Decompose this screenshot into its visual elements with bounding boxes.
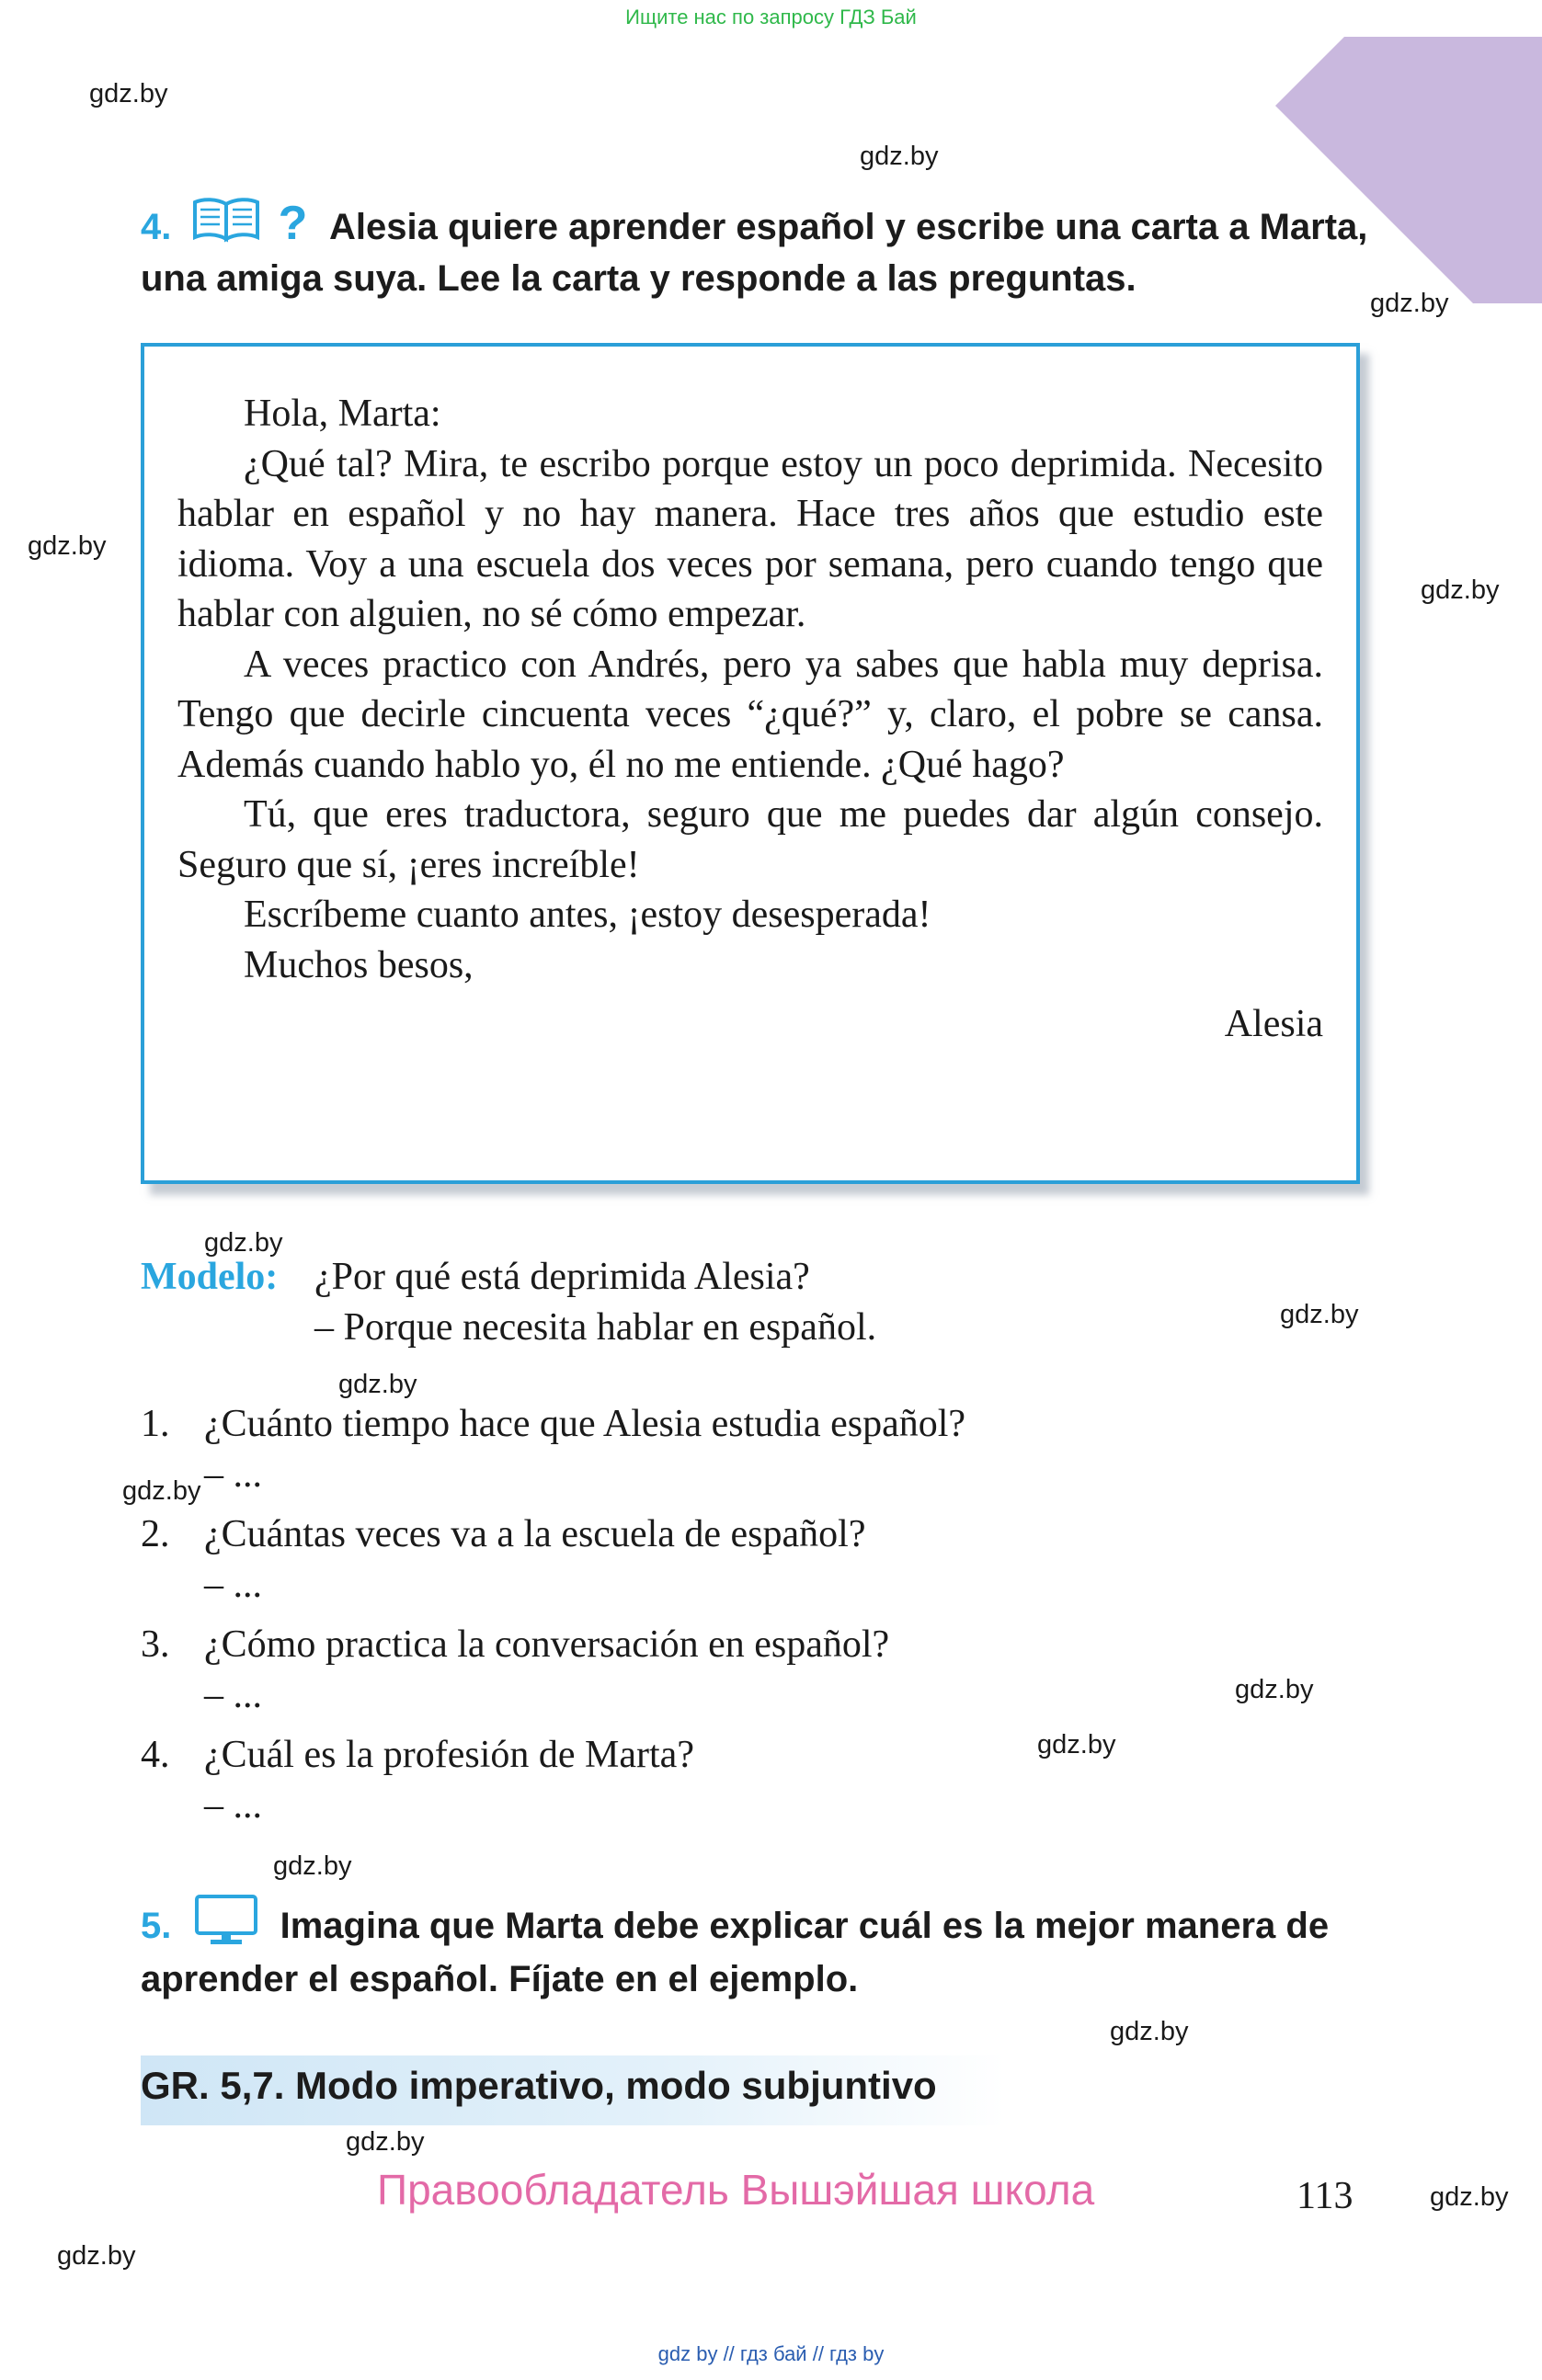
- task-number: 4.: [141, 207, 172, 247]
- watermark: gdz.by: [860, 142, 939, 171]
- letter-box: [141, 343, 1360, 1184]
- modelo-answer: – Porque necesita hablar en español.: [314, 1306, 877, 1349]
- book-icon: [190, 195, 262, 255]
- letter-greeting: Hola, Marta:: [244, 393, 441, 435]
- watermark: gdz.by: [1430, 2182, 1509, 2212]
- letter-paragraph: ¿Qué tal? Mira, te escribo porque estoy un poco deprimida. Necesito hablar en español y no hay manera. Hace tres años que estudio este idioma. Voy a una escuela dos veces por semana, pero cuando tengo que hablar con alguien, no sé cómo empezar.: [177, 442, 1323, 635]
- task-4-text: Alesia quiere aprender español y escribe una carta a Marta, una amiga suya. Lee la carta y responde a las preguntas.: [141, 207, 1368, 299]
- grammar-reference: GR. 5,7. Modo imperativo, modo subjuntivo: [141, 2064, 937, 2107]
- watermark: gdz.by: [89, 79, 168, 108]
- question-text: ¿Cuánto tiempo hace que Alesia estudia español?: [204, 1403, 966, 1445]
- task-4-instruction: [141, 195, 1373, 302]
- bottom-links[interactable]: gdz by // гдз бай // гдз by: [657, 2342, 885, 2365]
- watermark: gdz.by: [346, 2127, 425, 2157]
- watermark: gdz.by: [1370, 289, 1449, 318]
- question-number: 1.: [141, 1403, 170, 1445]
- watermark: gdz.by: [28, 531, 107, 561]
- question-text: ¿Cuántas veces va a la escuela de español?: [204, 1513, 866, 1555]
- modelo-label: Modelo:: [141, 1256, 279, 1298]
- question-number: 4.: [141, 1734, 170, 1776]
- answer-placeholder: – ...: [204, 1784, 262, 1827]
- answer-placeholder: – ...: [204, 1674, 262, 1716]
- question-item: [141, 1733, 694, 1777]
- question-text: ¿Cuál es la profesión de Marta?: [204, 1734, 694, 1776]
- watermark: gdz.by: [1110, 2017, 1189, 2046]
- watermark: gdz.by: [1421, 575, 1500, 605]
- computer-monitor-icon: [194, 1894, 258, 1956]
- watermark: gdz.by: [204, 1228, 283, 1258]
- task-5-text: Imagina que Marta debe explicar cuál es la mejor manera de aprender el español. Fíjate en el ejemplo.: [141, 1906, 1330, 1999]
- task-number: 5.: [141, 1906, 172, 1946]
- watermark: gdz.by: [338, 1370, 417, 1399]
- question-item: [141, 1512, 865, 1556]
- letter-paragraph: Tú, que eres traductora, seguro que me puedes dar algún consejo. Seguro que sí, ¡eres increíble!: [177, 793, 1323, 886]
- answer-placeholder: – ...: [204, 1564, 262, 1606]
- question-item: [141, 1402, 965, 1446]
- watermark: gdz.by: [273, 1851, 352, 1881]
- page-number: 113: [1296, 2175, 1354, 2217]
- question-text: ¿Cómo practica la conversación en español?: [204, 1623, 890, 1666]
- question-item: [141, 1623, 889, 1667]
- letter-paragraph: Muchos besos,: [244, 943, 474, 986]
- watermark: gdz.by: [1235, 1675, 1314, 1704]
- rights-notice: Правообладатель Вышэйшая школа: [377, 2166, 1095, 2214]
- letter-signature: Alesia: [1224, 1003, 1323, 1045]
- task-5-instruction: [141, 1894, 1373, 2002]
- watermark: gdz.by: [57, 2241, 136, 2271]
- letter-text: [177, 389, 1323, 1050]
- watermark: gdz.by: [1280, 1300, 1359, 1329]
- letter-paragraph: Escríbeme cuanto antes, ¡estoy desesperada!: [244, 894, 931, 936]
- top-banner[interactable]: Ищите нас по запросу ГДЗ Бай: [625, 6, 917, 28]
- answer-placeholder: – ...: [204, 1453, 262, 1496]
- question-icon: ?: [278, 197, 308, 250]
- modelo-question: ¿Por qué está deprimida Alesia?: [314, 1256, 810, 1298]
- watermark: gdz.by: [1037, 1730, 1116, 1759]
- watermark: gdz.by: [122, 1476, 201, 1506]
- letter-paragraph: A veces practico con Andrés, pero ya sabes que habla muy deprisa. Tengo que decirle cincuenta veces “¿qué?” y, claro, el pobre se cansa. Además cuando hablo yo, él no me entiende. ¿Qué hago?: [177, 643, 1323, 786]
- question-number: 2.: [141, 1513, 170, 1555]
- question-number: 3.: [141, 1623, 170, 1666]
